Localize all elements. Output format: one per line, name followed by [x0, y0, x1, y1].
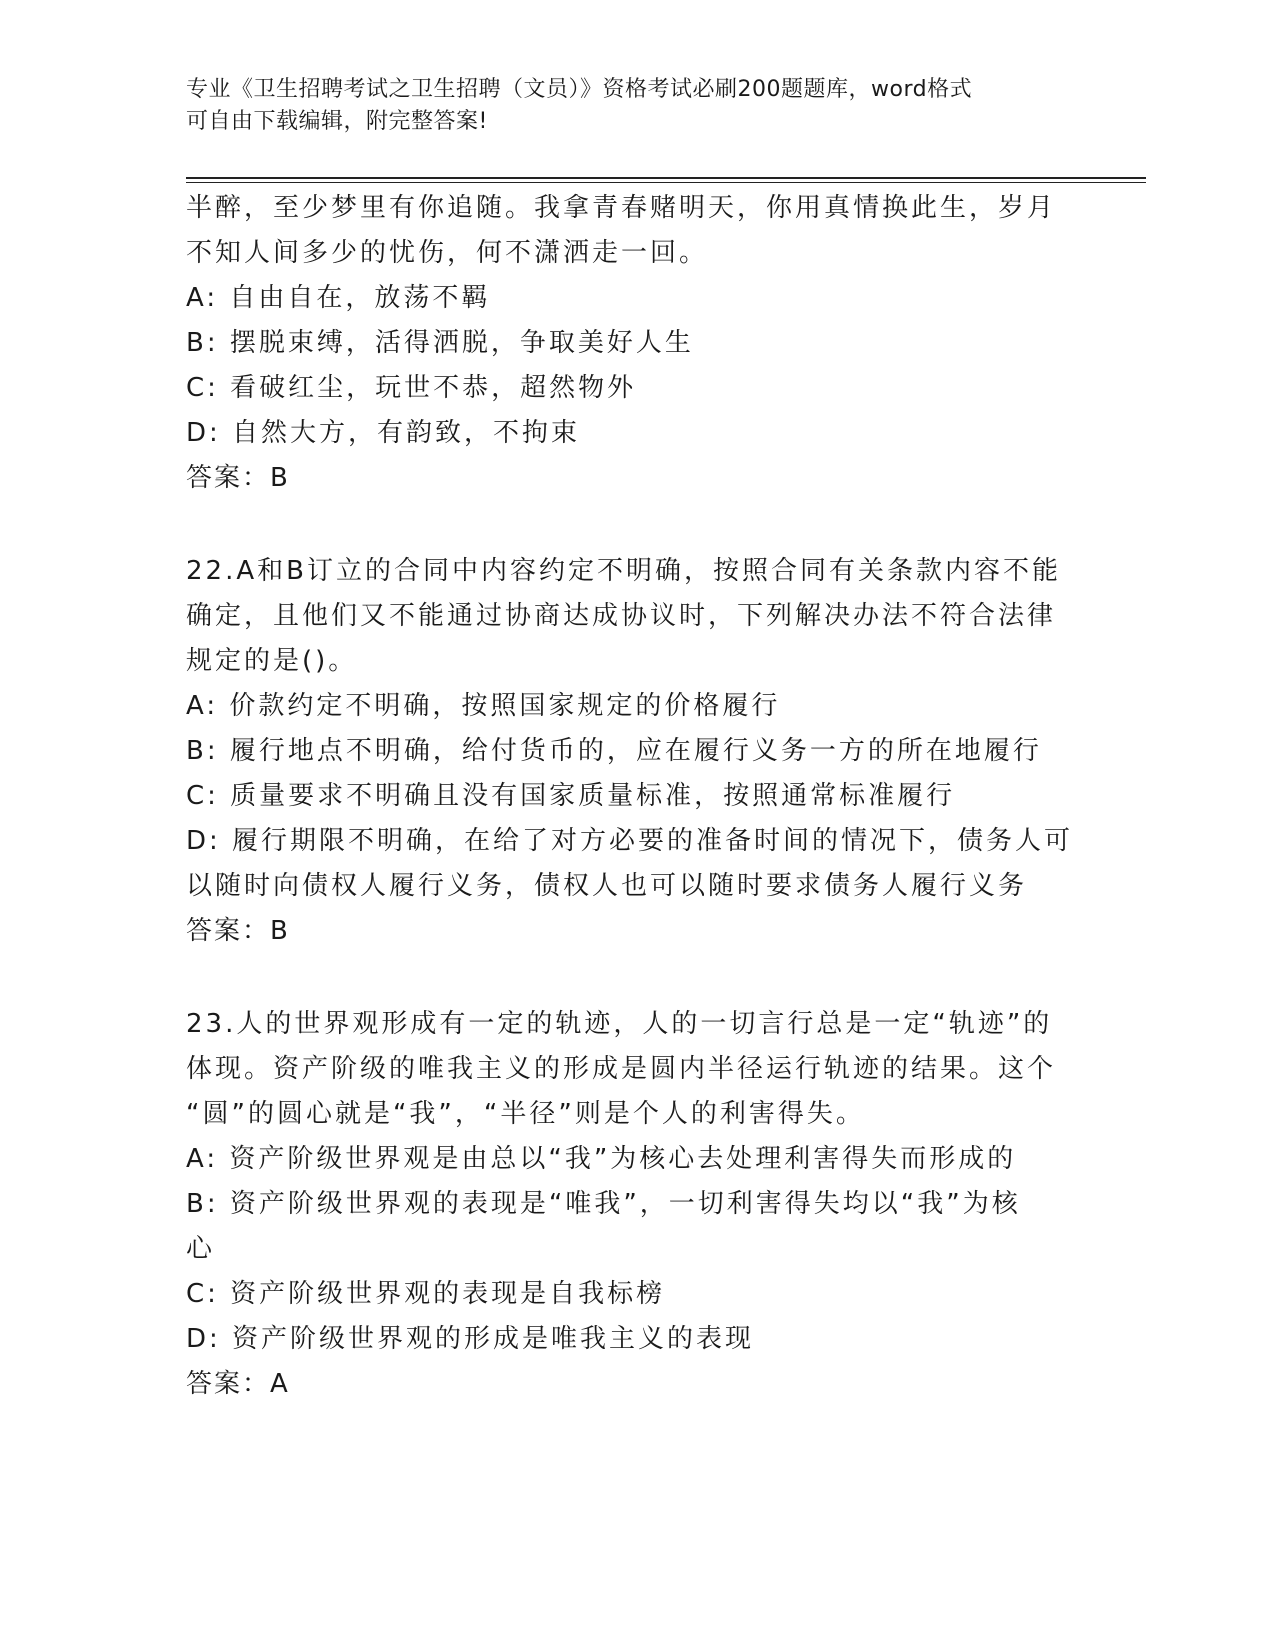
- option-c: C: 质量要求不明确且没有国家质量标准，按照通常标准履行: [186, 781, 956, 811]
- question-23: [186, 1002, 1066, 1407]
- question-stem-line: 体现。资产阶级的唯我主义的形成是圆内半径运行轨迹的结果。这个: [186, 1054, 1057, 1084]
- option-c: C: 看破红尘，玩世不恭，超然物外: [186, 373, 637, 403]
- answer: 答案：B: [186, 916, 290, 946]
- option-d: D: 资产阶级世界观的形成是唯我主义的表现: [186, 1324, 755, 1354]
- answer: 答案：A: [186, 1369, 290, 1399]
- header-line-1: 专业《卫生招聘考试之卫生招聘（文员）》资格考试必刷200题题库，word格式: [186, 77, 973, 102]
- spacer: [186, 501, 1066, 549]
- option-d: D: 自然大方，有韵致，不拘束: [186, 418, 581, 448]
- question-stem-line: 不知人间多少的忧伤，何不潇洒走一回。: [186, 238, 709, 268]
- question-stem-line: “圆”的圆心就是“我”，“半径”则是个人的利害得失。: [186, 1099, 865, 1129]
- header-line-2: 可自由下载编辑，附完整答案!: [186, 109, 488, 134]
- header-rule-thick: [186, 177, 1146, 179]
- option-b: B: 摆脱束缚，活得洒脱，争取美好人生: [186, 328, 694, 358]
- header-rule-thin: [186, 182, 1146, 183]
- question-21: [186, 186, 1066, 501]
- question-22: [186, 549, 1074, 954]
- answer: 答案：B: [186, 463, 290, 493]
- document-header: [186, 74, 1066, 138]
- question-stem-line: 22.A和B订立的合同中内容约定不明确，按照合同有关条款内容不能: [186, 556, 1061, 586]
- option-d: D: 履行期限不明确，在给了对方必要的准备时间的情况下，债务人可: [186, 826, 1074, 856]
- option-a: A: 资产阶级世界观是由总以“我”为核心去处理利害得失而形成的: [186, 1144, 1017, 1174]
- question-stem-line: 确定，且他们又不能通过协商达成协议时，下列解决办法不符合法律: [186, 601, 1057, 631]
- question-stem-line: 半醉，至少梦里有你追随。我拿青春赌明天，你用真情换此生，岁月: [186, 193, 1057, 223]
- spacer: [186, 954, 1066, 1002]
- option-d-continued: 以随时向债权人履行义务，债权人也可以随时要求债务人履行义务: [186, 871, 1028, 901]
- question-stem-line: 23.人的世界观形成有一定的轨迹，人的一切言行总是一定“轨迹”的: [186, 1009, 1053, 1039]
- option-b: B: 资产阶级世界观的表现是“唯我”，一切利害得失均以“我”为核: [186, 1189, 1021, 1219]
- option-b-continued: 心: [186, 1234, 216, 1264]
- option-b: B: 履行地点不明确，给付货币的，应在履行义务一方的所在地履行: [186, 736, 1042, 766]
- option-c: C: 资产阶级世界观的表现是自我标榜: [186, 1279, 666, 1309]
- question-stem-line: 规定的是()。: [186, 646, 358, 676]
- option-a: A: 价款约定不明确，按照国家规定的价格履行: [186, 691, 781, 721]
- question-content: [186, 186, 1074, 1407]
- option-a: A: 自由自在，放荡不羁: [186, 283, 491, 313]
